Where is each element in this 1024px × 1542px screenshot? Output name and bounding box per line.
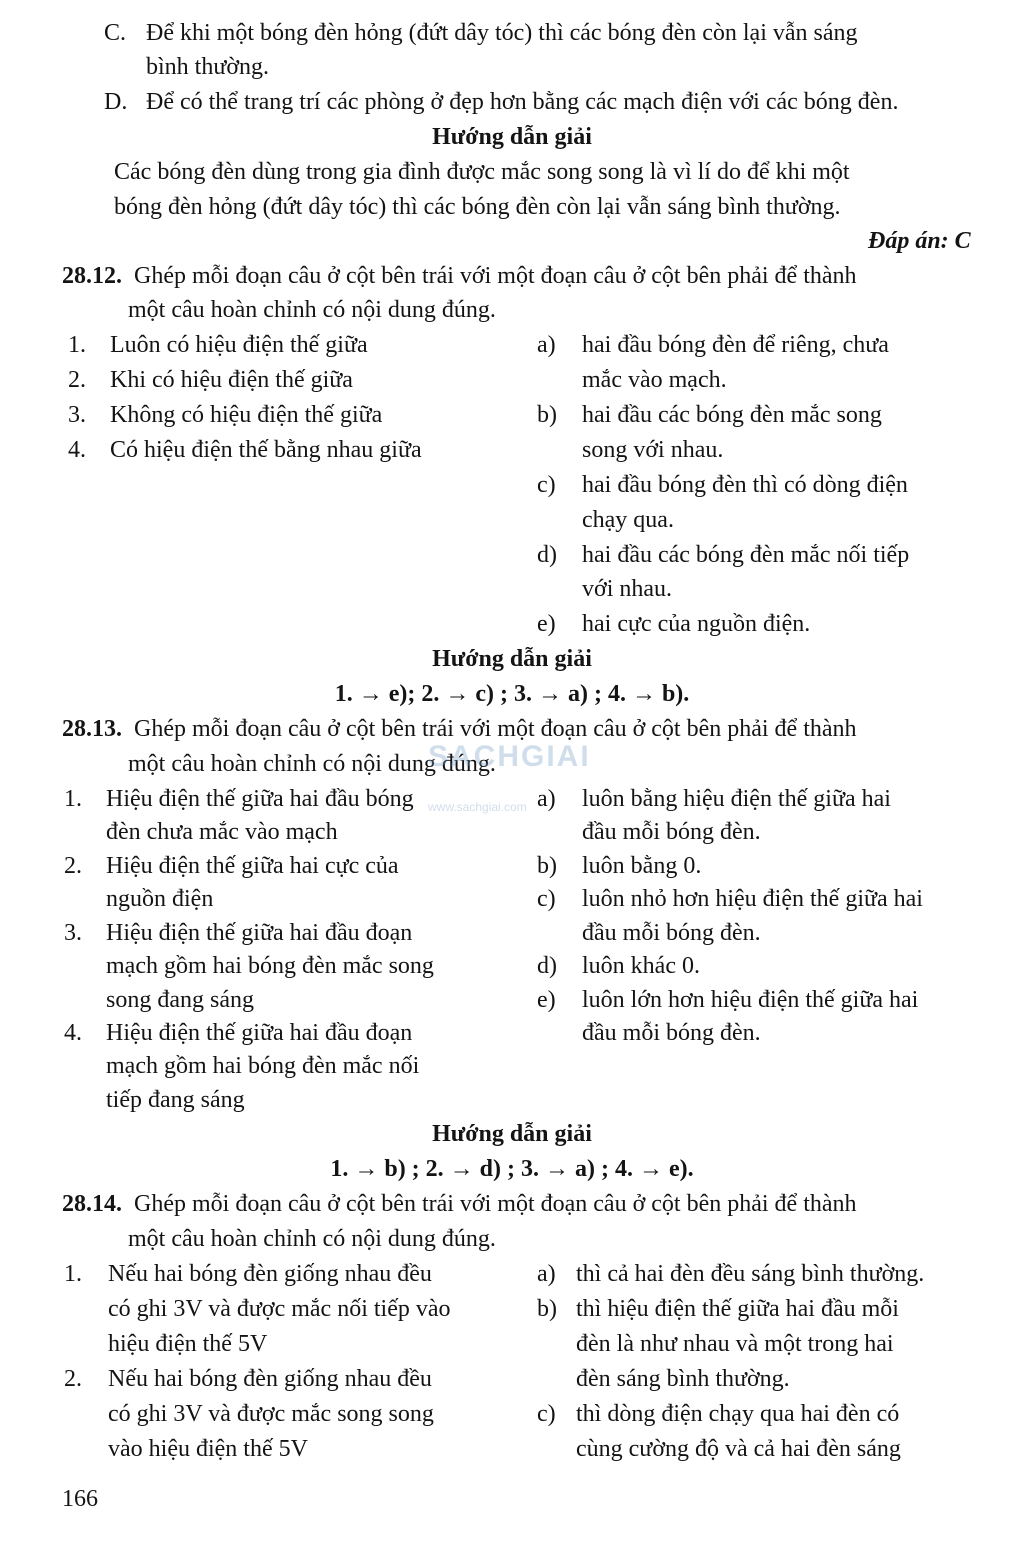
q13-left-text: Hiệu điện thế giữa hai đầu đoạn xyxy=(106,1020,413,1046)
q12-left-num: 2. xyxy=(68,367,86,393)
q13-left-text: Hiệu điện thế giữa hai đầu đoạn xyxy=(106,920,413,946)
q12-right-text: hai đầu các bóng đèn mắc song xyxy=(582,402,882,428)
q12-prompt-line1: Ghép mỗi đoạn câu ở cột bên trái với một đoạn câu ở cột bên phải để thành xyxy=(134,263,857,289)
q14-right-label: b) xyxy=(537,1296,557,1322)
q13-right-label: e) xyxy=(537,987,556,1013)
q13-right-label: b) xyxy=(537,853,557,879)
q12-right-label: a) xyxy=(537,332,556,358)
q12-answer: 1. → e); 2. → c) ; 3. → a) ; 4. → b). xyxy=(334,681,690,707)
q13-left-text: đèn chưa mắc vào mạch xyxy=(106,819,338,845)
q14-left-text: có ghi 3V và được mắc nối tiếp vào xyxy=(108,1296,451,1322)
q12-right-text: hai đầu bóng đèn thì có dòng điện xyxy=(582,472,908,498)
guide-text-line2: bóng đèn hỏng (đứt dây tóc) thì các bóng đèn còn lại vẫn sáng bình thường. xyxy=(114,194,841,220)
watermark-url: www.sachgiai.com xyxy=(428,800,527,814)
q14-prompt-line2: một câu hoàn chỉnh có nội dung đúng. xyxy=(128,1226,496,1252)
q13-prompt-line2: một câu hoàn chỉnh có nội dung đúng. xyxy=(128,751,496,777)
q12-right-text: hai cực của nguồn điện. xyxy=(582,611,811,637)
q14-right-text: thì hiệu điện thế giữa hai đầu mỗi xyxy=(576,1296,899,1322)
q14-right-text: đèn là như nhau và một trong hai xyxy=(576,1331,894,1357)
q14-left-text: có ghi 3V và được mắc song song xyxy=(108,1401,434,1427)
q12-left-text: Khi có hiệu điện thế giữa xyxy=(110,367,353,393)
q13-answer: 1. → b) ; 2. → d) ; 3. → a) ; 4. → e). xyxy=(330,1156,694,1182)
q14-left-num: 2. xyxy=(64,1366,82,1392)
q12-left-num: 4. xyxy=(68,437,86,463)
q13-left-num: 2. xyxy=(64,853,82,879)
q13-right-label: a) xyxy=(537,786,556,812)
option-c-label: C. xyxy=(104,20,127,46)
q12-number: 28.12. xyxy=(62,263,122,289)
watermark-brand: SACHGIAI xyxy=(428,740,591,773)
q13-left-text: Hiệu điện thế giữa hai đầu bóng xyxy=(106,786,414,812)
q12-right-label: d) xyxy=(537,542,557,568)
q12-right-text: song với nhau. xyxy=(582,437,724,463)
q13-left-text: tiếp đang sáng xyxy=(106,1087,245,1113)
q14-right-text: thì cả hai đèn đều sáng bình thường. xyxy=(576,1261,925,1287)
q12-guide-title: Hướng dẫn giải xyxy=(432,646,592,672)
q12-left-num: 3. xyxy=(68,402,86,428)
q13-left-text: mạch gồm hai bóng đèn mắc nối xyxy=(106,1053,420,1079)
q12-right-text: hai đầu các bóng đèn mắc nối tiếp xyxy=(582,542,910,568)
watermark-logo xyxy=(428,742,591,814)
q12-right-text: hai đầu bóng đèn để riêng, chưa xyxy=(582,332,889,358)
option-d-text: Để có thể trang trí các phòng ở đẹp hơn bằng các mạch điện với các bóng đèn. xyxy=(146,89,899,115)
q13-number: 28.13. xyxy=(62,716,122,742)
q12-right-text: mắc vào mạch. xyxy=(582,367,727,393)
q13-right-text: luôn bằng 0. xyxy=(582,853,702,879)
q12-right-label: b) xyxy=(537,402,557,428)
q12-right-text: chạy qua. xyxy=(582,507,674,533)
q13-left-text: mạch gồm hai bóng đèn mắc song xyxy=(106,953,434,979)
q12-left-text: Có hiệu điện thế bằng nhau giữa xyxy=(110,437,422,463)
page-number: 166 xyxy=(62,1486,98,1512)
q12-right-label: c) xyxy=(537,472,556,498)
q13-right-text: luôn nhỏ hơn hiệu điện thế giữa hai xyxy=(582,886,923,912)
q13-right-label: d) xyxy=(537,953,557,979)
guide-title-top: Hướng dẫn giải xyxy=(432,124,592,150)
q12-left-text: Không có hiệu điện thế giữa xyxy=(110,402,383,428)
q13-right-text: luôn lớn hơn hiệu điện thế giữa hai xyxy=(582,987,919,1013)
q13-right-text: đầu mỗi bóng đèn. xyxy=(582,920,761,946)
option-c-text-line1: Để khi một bóng đèn hỏng (đứt dây tóc) thì các bóng đèn còn lại vẫn sáng xyxy=(146,20,858,46)
q13-left-text: nguồn điện xyxy=(106,886,214,912)
option-d-label: D. xyxy=(104,89,128,115)
q13-right-text: đầu mỗi bóng đèn. xyxy=(582,1020,761,1046)
q13-left-num: 1. xyxy=(64,786,82,812)
q14-right-text: đèn sáng bình thường. xyxy=(576,1366,790,1392)
q13-left-num: 3. xyxy=(64,920,82,946)
guide-text-line1: Các bóng đèn dùng trong gia đình được mắc song song là vì lí do để khi một xyxy=(114,159,850,185)
q14-left-num: 1. xyxy=(64,1261,82,1287)
q12-right-text: với nhau. xyxy=(582,576,673,602)
q13-right-text: luôn bằng hiệu điện thế giữa hai xyxy=(582,786,891,812)
answer-top: Đáp án: C xyxy=(868,228,971,254)
q14-right-label: a) xyxy=(537,1261,556,1287)
q13-right-text: luôn khác 0. xyxy=(582,953,700,979)
q14-right-text: thì dòng điện chạy qua hai đèn có xyxy=(576,1401,900,1427)
q14-right-label: c) xyxy=(537,1401,556,1427)
q14-left-text: Nếu hai bóng đèn giống nhau đều xyxy=(108,1261,432,1287)
option-c-text-line2: bình thường. xyxy=(146,54,270,80)
q14-right-text: cùng cường độ và cả hai đèn sáng xyxy=(576,1436,901,1462)
q14-prompt-line1: Ghép mỗi đoạn câu ở cột bên trái với một đoạn câu ở cột bên phải để thành xyxy=(134,1191,857,1217)
q14-number: 28.14. xyxy=(62,1191,122,1217)
q12-prompt-line2: một câu hoàn chỉnh có nội dung đúng. xyxy=(128,297,496,323)
q13-right-text: đầu mỗi bóng đèn. xyxy=(582,819,761,845)
q12-left-num: 1. xyxy=(68,332,86,358)
q13-left-text: Hiệu điện thế giữa hai cực của xyxy=(106,853,399,879)
q12-left-text: Luôn có hiệu điện thế giữa xyxy=(110,332,368,358)
q13-left-text: song đang sáng xyxy=(106,987,254,1013)
q13-prompt-line1: Ghép mỗi đoạn câu ở cột bên trái với một đoạn câu ở cột bên phải để thành xyxy=(134,716,857,742)
q13-guide-title: Hướng dẫn giải xyxy=(432,1121,592,1147)
q14-left-text: Nếu hai bóng đèn giống nhau đều xyxy=(108,1366,432,1392)
q14-left-text: hiệu điện thế 5V xyxy=(108,1331,268,1357)
q14-left-text: vào hiệu điện thế 5V xyxy=(108,1436,308,1462)
q13-left-num: 4. xyxy=(64,1020,82,1046)
q12-right-label: e) xyxy=(537,611,556,637)
q13-right-label: c) xyxy=(537,886,556,912)
